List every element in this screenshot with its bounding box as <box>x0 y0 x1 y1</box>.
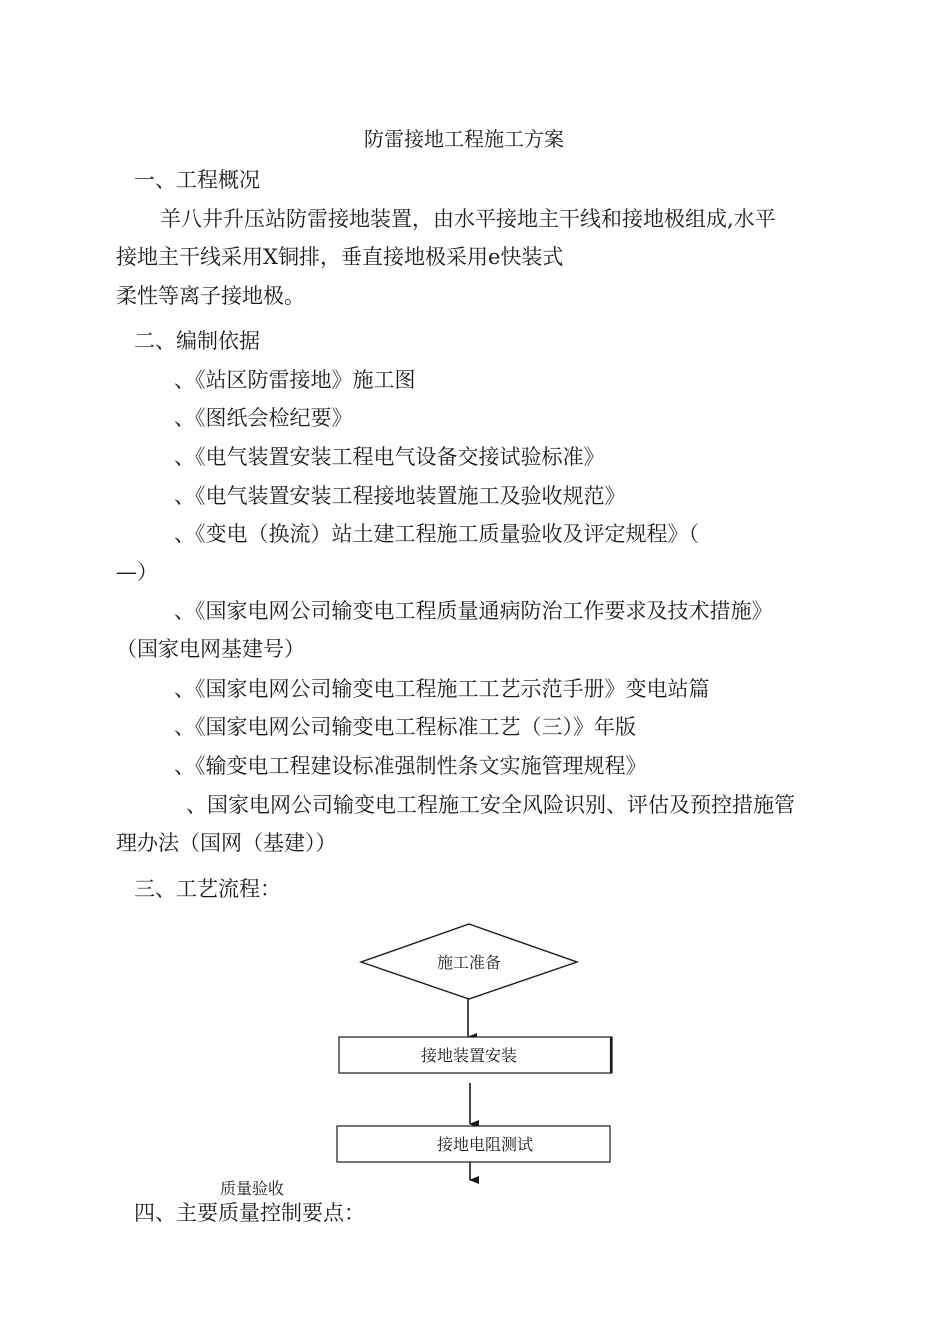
section1-paragraph-line1: 羊八井升压站防雷接地装置，由水平接地主干线和接地极组成,水平 <box>160 207 776 231</box>
flow-step-test: 接地电阻测试 <box>436 1135 534 1154</box>
reference-item: 、《国家电网公司输变电工程质量通病防治工作要求及技术措施》 <box>174 599 773 623</box>
reference-item: 、《国家电网公司输变电工程施工工艺示范手册》变电站篇 <box>174 677 710 701</box>
reference-item: 、国家电网公司输变电工程施工安全风险识别、评估及预控措施管 <box>186 793 795 817</box>
reference-item: 、《国家电网公司输变电工程标准工艺（三）》年版 <box>174 715 636 739</box>
section2-heading: 二、编制依据 <box>134 329 260 353</box>
section1-paragraph-line3: 柔性等离子接地极。 <box>116 284 305 308</box>
section4-heading: 四、主要质量控制要点： <box>134 1201 365 1225</box>
section1-heading: 一、工程概况 <box>134 168 260 192</box>
reference-item: 、《电气装置安装工程接地装置施工及验收规范》 <box>174 484 626 508</box>
section3-heading: 三、工艺流程： <box>134 877 281 901</box>
flow-step-acceptance: 质量验收 <box>220 1179 285 1198</box>
document-title: 防雷接地工程施工方案 <box>364 127 564 151</box>
reference-item: 、《站区防雷接地》施工图 <box>174 368 416 392</box>
flow-step-prepare: 施工准备 <box>436 953 502 972</box>
reference-item-continuation: 理办法（国网（基建）） <box>116 831 337 855</box>
reference-item-continuation: —） <box>116 560 158 584</box>
reference-item: 、《电气装置安装工程电气设备交接试验标准》 <box>174 445 605 469</box>
reference-item-continuation: （国家电网基建号） <box>116 637 305 661</box>
reference-item: 、《图纸会检纪要》 <box>174 406 353 430</box>
reference-item: 、《变电（换流）站土建工程施工质量验收及评定规程》（ <box>174 522 699 546</box>
reference-item: 、《输变电工程建设标准强制性条文实施管理规程》 <box>174 754 647 778</box>
flow-step-install: 接地装置安装 <box>420 1046 518 1065</box>
section1-paragraph-line2: 接地主干线采用X铜排，垂直接地极采用e快装式 <box>116 245 564 269</box>
